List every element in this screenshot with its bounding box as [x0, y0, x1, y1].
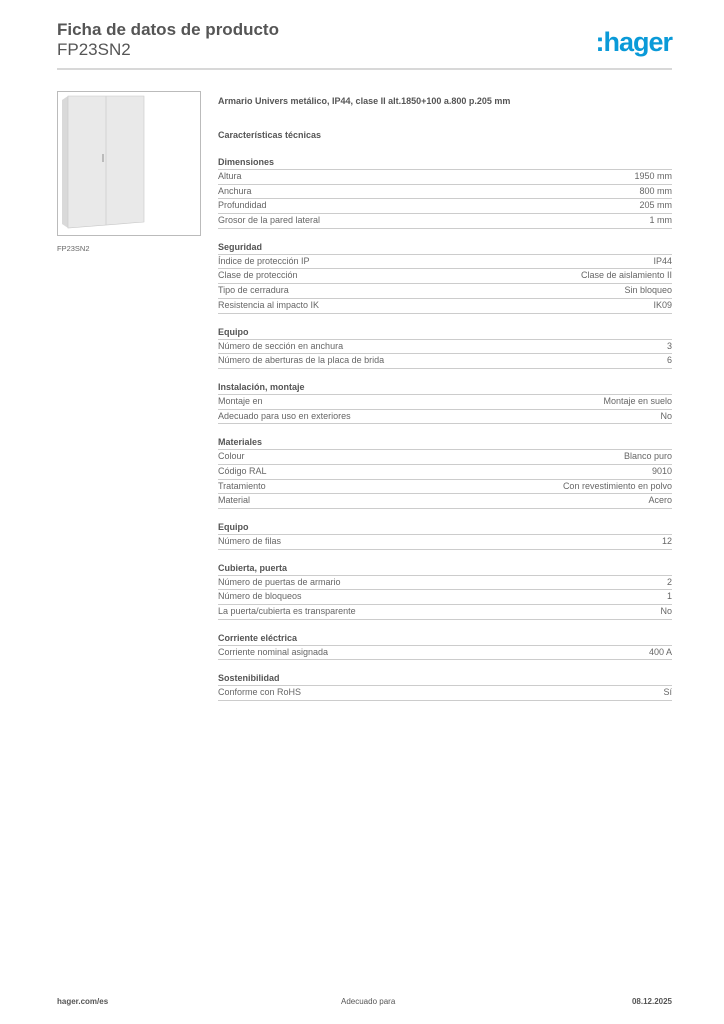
spec-label: La puerta/cubierta es transparente — [218, 606, 356, 617]
spec-section — [218, 156, 672, 229]
spec-value: Acero — [648, 495, 672, 506]
spec-row — [218, 494, 672, 509]
spec-row — [218, 395, 672, 410]
spec-section — [218, 562, 672, 620]
spec-row — [218, 605, 672, 620]
spec-value: Sin bloqueo — [624, 285, 672, 296]
spec-value: 400 A — [648, 646, 672, 657]
spec-row — [218, 255, 672, 270]
product-description: Armario Univers metálico, IP44, clase II alt.1850+100 a.800 p.205 mm — [218, 96, 511, 106]
section-heading: Cubierta, puerta — [218, 562, 672, 576]
spec-section — [218, 436, 672, 509]
tech-heading: Características técnicas — [218, 130, 322, 140]
spec-section — [218, 381, 672, 424]
page-title: Ficha de datos de producto — [57, 20, 279, 39]
spec-label: Clase de protección — [218, 270, 298, 281]
product-image — [57, 91, 201, 236]
spec-section — [218, 632, 672, 661]
spec-value: IK09 — [653, 299, 672, 310]
spec-value: 12 — [661, 536, 672, 546]
spec-label: Montaje en — [218, 395, 263, 406]
section-heading: Dimensiones — [218, 156, 672, 170]
section-heading: Corriente eléctrica — [218, 632, 672, 646]
spec-value: 6 — [666, 355, 672, 366]
spec-row — [218, 214, 672, 229]
spec-row — [218, 535, 672, 550]
spec-label: Anchura — [218, 185, 252, 196]
spec-row — [218, 465, 672, 480]
spec-row — [218, 590, 672, 605]
spec-row — [218, 199, 672, 214]
spec-value: No — [660, 410, 672, 421]
spec-value: IP44 — [653, 255, 672, 266]
header-divider — [57, 68, 672, 70]
spec-label: Tipo de cerradura — [218, 285, 289, 296]
spec-value: 1 mm — [649, 215, 672, 226]
footer-website[interactable]: hager.com/es — [57, 997, 109, 1006]
product-specs — [218, 96, 672, 701]
spec-label: Colour — [218, 451, 245, 462]
spec-section — [218, 241, 672, 314]
spec-label: Altura — [218, 171, 242, 181]
footer-date: 08.12.2025 — [631, 997, 672, 1006]
hager-logo: :hager — [595, 27, 672, 57]
spec-value: Montaje en suelo — [603, 395, 672, 406]
spec-label: Corriente nominal asignada — [218, 646, 329, 657]
spec-section — [218, 326, 672, 369]
spec-row — [218, 686, 672, 701]
spec-label: Adecuado para uso en exteriores — [218, 410, 351, 421]
spec-value: Blanco puro — [623, 451, 672, 462]
spec-row — [218, 340, 672, 355]
section-heading: Materiales — [218, 436, 672, 450]
image-caption: FP23SN2 — [57, 244, 90, 253]
spec-value: 1950 mm — [634, 171, 672, 181]
spec-label: Resistencia al impacto IK — [218, 299, 320, 310]
section-heading: Equipo — [218, 326, 672, 340]
spec-row — [218, 269, 672, 284]
spec-label: Código RAL — [218, 465, 267, 476]
spec-value: 3 — [666, 340, 672, 351]
spec-label: Número de filas — [218, 536, 282, 546]
footer-middle: Adecuado para — [341, 997, 396, 1006]
product-code: FP23SN2 — [57, 40, 131, 59]
spec-label: Número de bloqueos — [218, 591, 302, 602]
spec-section — [218, 672, 672, 701]
spec-label: Profundidad — [218, 200, 267, 211]
spec-label: Índice de protección IP — [218, 255, 310, 266]
spec-value: 205 mm — [639, 200, 672, 211]
section-heading: Seguridad — [218, 241, 672, 255]
spec-value: No — [660, 606, 672, 617]
spec-row — [218, 354, 672, 369]
spec-row — [218, 450, 672, 465]
spec-row — [218, 646, 672, 661]
spec-value: 9010 — [651, 465, 672, 476]
spec-value: Clase de aislamiento II — [580, 270, 672, 281]
section-heading: Sostenibilidad — [218, 672, 672, 686]
spec-row — [218, 480, 672, 495]
spec-row — [218, 410, 672, 425]
spec-value: Con revestimiento en polvo — [562, 480, 672, 491]
spec-label: Material — [218, 495, 251, 506]
spec-value: 2 — [666, 576, 672, 587]
spec-row — [218, 284, 672, 299]
spec-value: 1 — [666, 591, 672, 602]
spec-value: Sí — [663, 687, 672, 698]
spec-row — [218, 299, 672, 314]
spec-row — [218, 576, 672, 591]
section-heading: Equipo — [218, 521, 672, 535]
spec-label: Tratamiento — [218, 480, 266, 491]
spec-label: Grosor de la pared lateral — [218, 215, 321, 226]
spec-section — [218, 521, 672, 550]
spec-label: Número de aberturas de la placa de brida — [218, 355, 385, 366]
spec-label: Número de puertas de armario — [218, 576, 341, 587]
spec-label: Conforme con RoHS — [218, 687, 302, 698]
section-heading: Instalación, montaje — [218, 381, 672, 395]
spec-value: 800 mm — [639, 185, 672, 196]
spec-label: Número de sección en anchura — [218, 340, 344, 351]
spec-row — [218, 185, 672, 200]
spec-row — [218, 170, 672, 185]
